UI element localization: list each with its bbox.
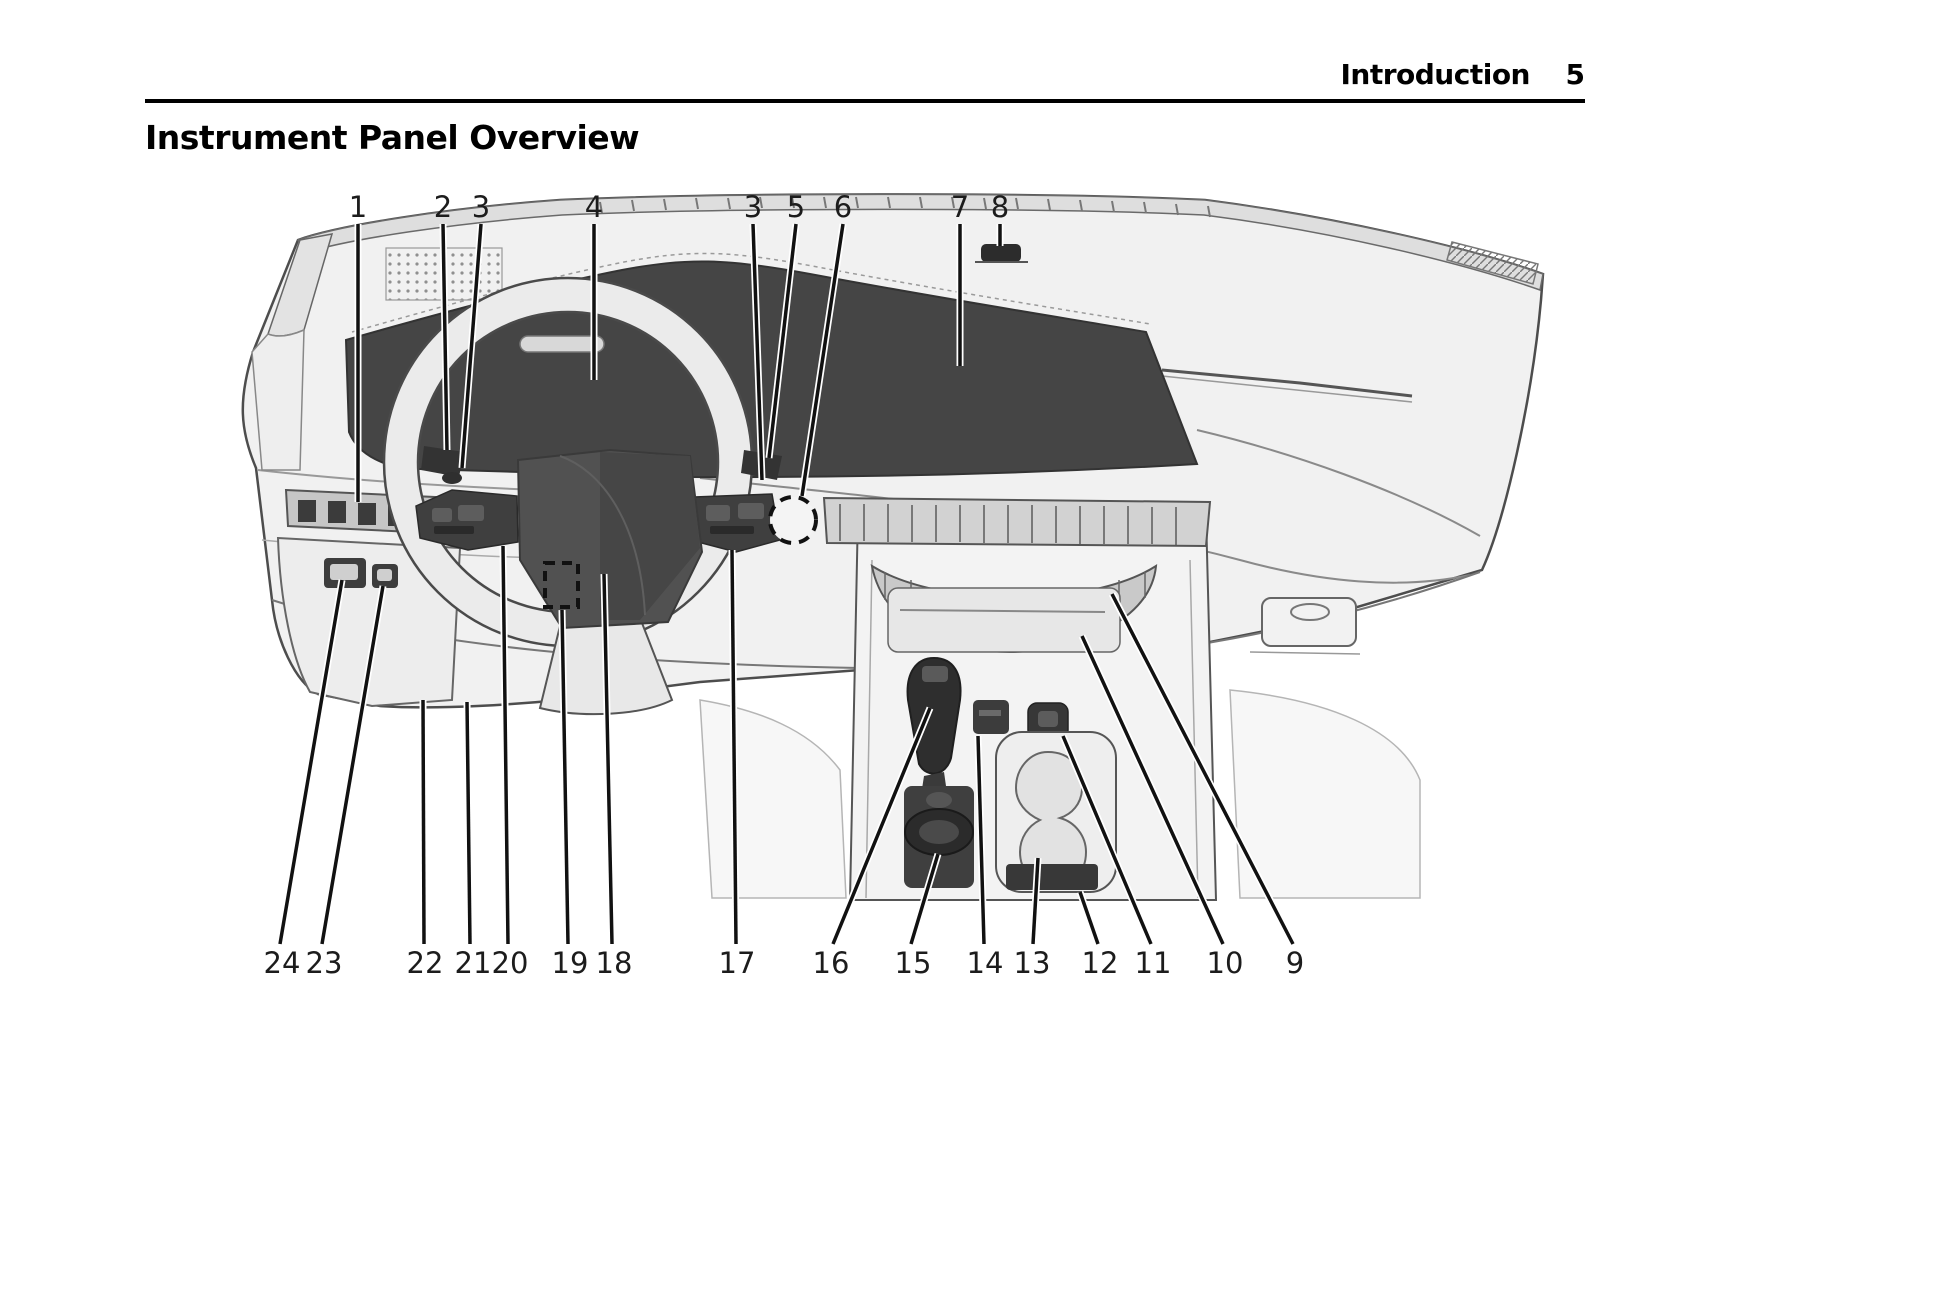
callout-label: 18 [595,946,633,980]
driver-switch [358,503,376,525]
header-section-label: Introduction [1340,58,1530,91]
lower-dash-button-cap [377,569,392,581]
callout-label: 11 [1134,946,1172,980]
callout-label: 22 [406,946,444,980]
callout-label: 14 [966,946,1004,980]
dash-top-sensor [981,244,1021,262]
callout-label: 19 [551,946,589,980]
driver-knee-panel [700,700,846,898]
console-switch-pad [973,700,1009,734]
glovebox-seam [1250,652,1360,654]
callout-label: 1 [348,190,368,224]
dashed-callout-circle [770,497,816,543]
console-storage-slot [1006,864,1098,890]
callout-label: 9 [1285,946,1305,980]
callout-label: 3 [471,190,491,224]
callout-label: 16 [812,946,850,980]
callout-label: 2 [433,190,453,224]
left-spoke-button [434,526,474,534]
callout-label: 15 [894,946,932,980]
left-spoke-button [432,508,452,522]
callout-label: 21 [454,946,492,980]
rotary-controller-face [919,820,959,844]
callout-label: 24 [263,946,301,980]
callout-label: 23 [305,946,343,980]
console-control-knob-face [1038,711,1058,727]
callout-leader-line [423,700,424,944]
right-spoke-controls [694,494,780,552]
callout-label: 5 [786,190,806,224]
passenger-knee-panel [1230,690,1420,898]
console-switch-detail [979,710,1001,716]
header-page-number: 5 [1565,58,1585,91]
driver-switch [328,501,346,523]
lower-dash-button-cap [330,564,358,580]
right-spoke-button [738,503,764,519]
rotary-top-knob [926,792,952,808]
callout-label: 13 [1013,946,1051,980]
callout-label: 3 [743,190,763,224]
callout-label: 4 [584,190,604,224]
callout-label: 8 [990,190,1010,224]
door-edge-trim [252,330,304,470]
left-spoke-button [458,505,484,521]
callout-label: 10 [1206,946,1244,980]
callout-label: 6 [833,190,853,224]
driver-switch [298,500,316,522]
right-spoke-button [710,526,754,534]
glovebox-latch [1262,598,1356,646]
callout-label: 17 [718,946,756,980]
callout-label: 20 [491,946,529,980]
page-title: Instrument Panel Overview [145,118,640,157]
callout-label: 7 [950,190,970,224]
callout-label: 12 [1081,946,1119,980]
shifter-button [922,666,948,682]
right-spoke-button [706,505,730,521]
turn-signal-lever-end [442,472,462,484]
